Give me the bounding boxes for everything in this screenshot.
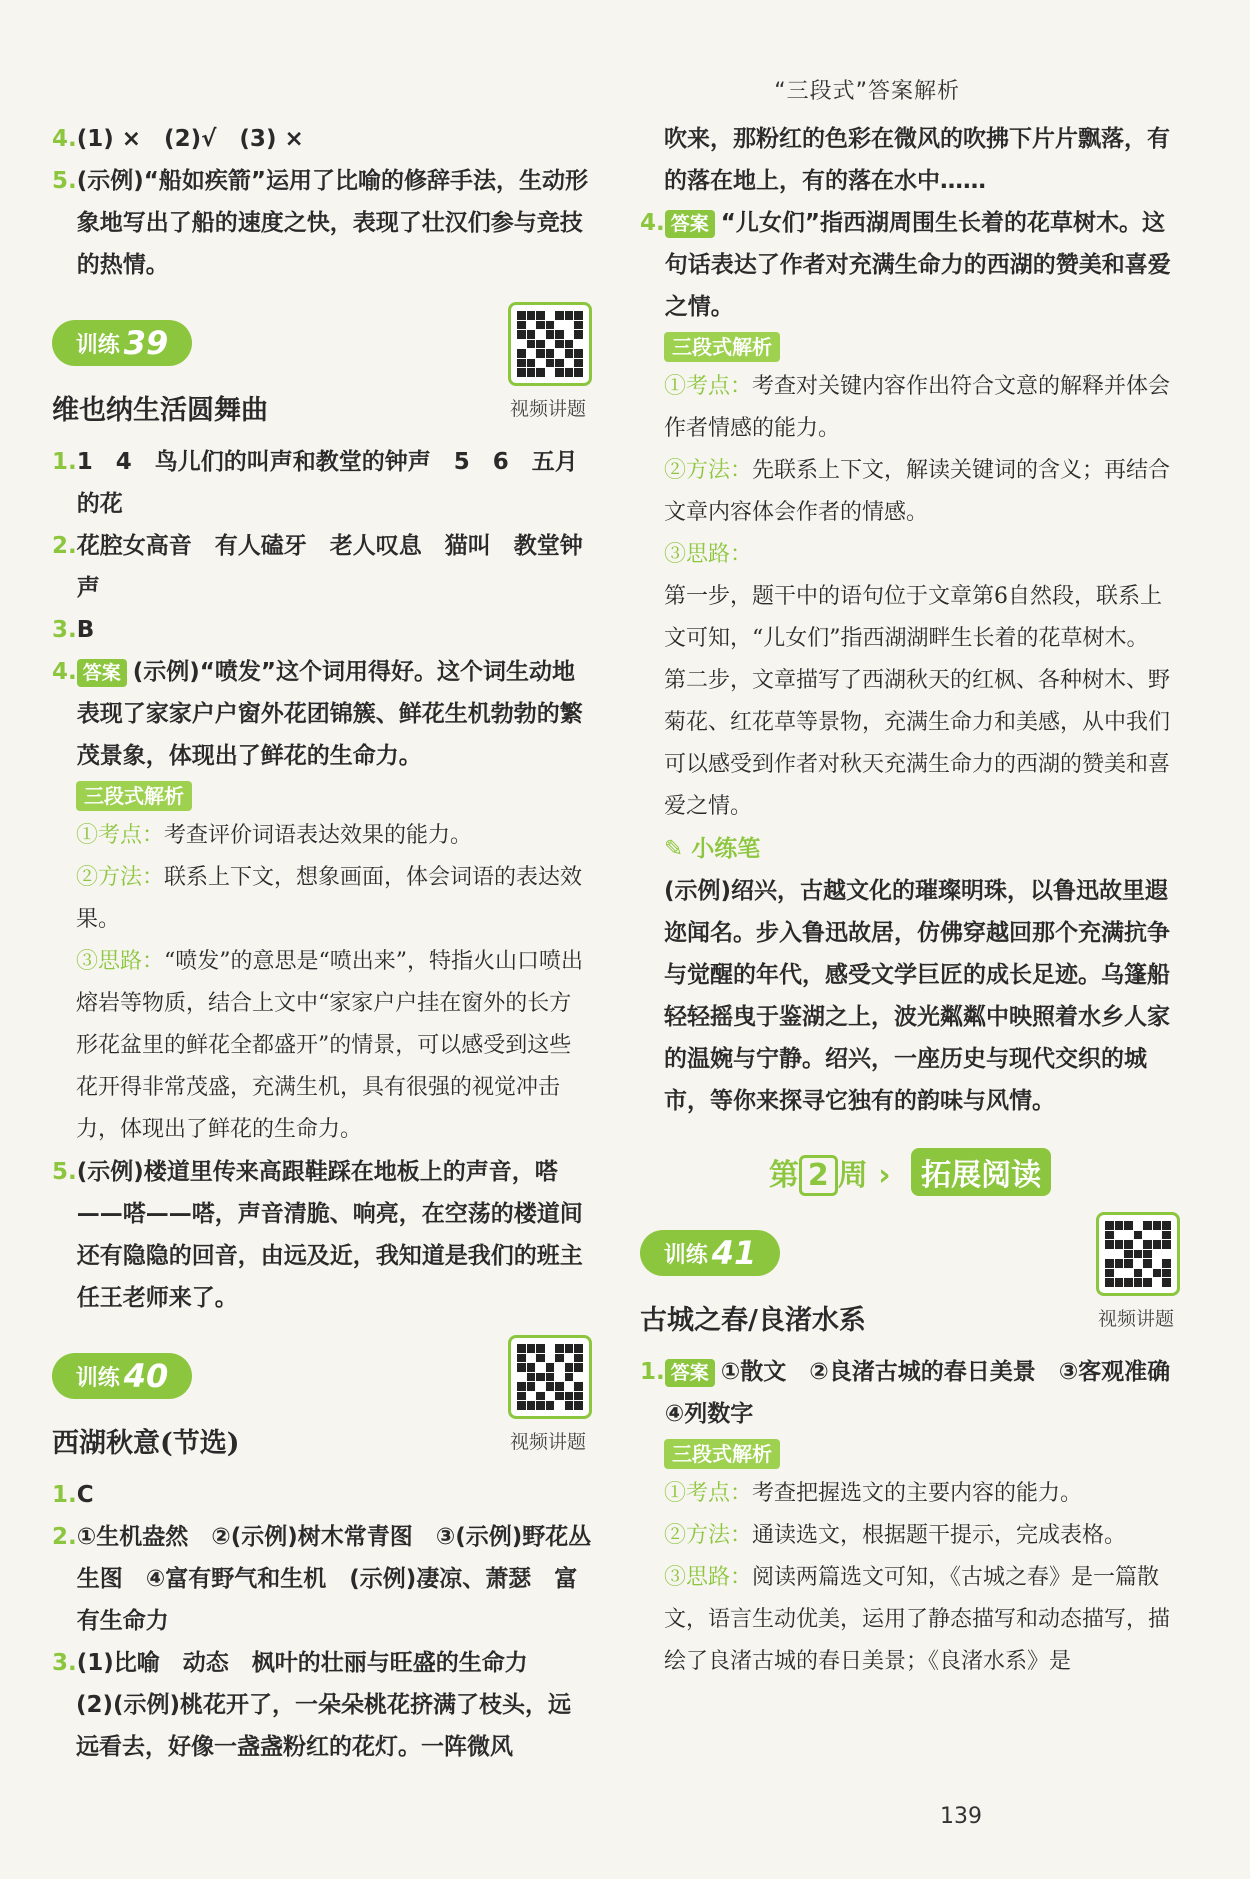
qr-caption: 视频讲题: [509, 1431, 586, 1453]
item-number: 5.: [52, 168, 77, 194]
item-text: (示例)“船如疾箭”运用了比喻的修辞手法，生动形象地写出了船的速度之快，表现了壮汉们参与竞技的热情。: [76, 168, 589, 278]
answer-item: 3. B: [52, 617, 95, 643]
qr-caption: 视频讲题: [509, 398, 586, 420]
answer-item: 1. 答案 ①散文 ②良渚古城的春日美景 ③客观准确 ④列数字: [640, 1359, 1194, 1427]
page-number: 139: [940, 1804, 982, 1829]
section-title: 古城之春/良渚水系: [640, 1305, 866, 1336]
analysis-tag: 三段式解析: [76, 781, 192, 811]
analysis-block: ①考点：考查评价词语表达效果的能力。 ②方法：联系上下文，想象画面，体会词语的表达效果。 ③思路：“喷发”的意思是“喷出来”，特指火山口喷出熔岩等物质，结合上文中“家家户户挂在窗外的长方形花盆里的鲜花全都盛开”的情景，可以感受到这些花开得非常茂盛，充满生机，具有很强的视觉冲击力，体现出了鲜花的生命力。: [76, 823, 584, 1142]
answer-item: 1. C: [52, 1482, 94, 1508]
answer-item: 2. ①生机盎然 ②(示例)树木常青图 ③(示例)野花丛生图 ④富有野气和生机 (示例)凄凉、萧瑟 富有生命力: [52, 1524, 592, 1634]
practice-text: (示例)绍兴，古越文化的璀璨明珠，以鲁迅故里遐迩闻名。步入鲁迅故居，仿佛穿越回那个充满抗争与觉醒的年代，感受文学巨匠的成长足迹。乌篷船轻轻摇曳于鉴湖之上，波光粼粼中映照着水乡人家的温婉与宁静。绍兴，一座历史与现代交织的城市，等你来探寻它独有的韵味与风情。: [664, 878, 1170, 1114]
answer-item: 3. (1)比喻 动态 枫叶的壮丽与旺盛的生命力: [52, 1650, 528, 1676]
answer-item: 1. 1 4 鸟儿们的叫声和教堂的钟声 5 6 五月的花: [52, 449, 578, 517]
answer-item: [52, 118, 592, 160]
answer-item: 4. 答案 “儿女们”指西湖周围生长着的花草树木。这句话表达了作者对充满生命力的西湖的赞美和喜爱之情。: [640, 210, 1171, 320]
analysis-tag: 三段式解析: [664, 332, 780, 362]
answer-item: (2)(示例)桃花开了，一朵朵桃花挤满了枝头，远远看去，好像一盏盏粉红的花灯。一阵微风: [76, 1692, 572, 1760]
qr-code-icon[interactable]: [508, 1335, 592, 1419]
section-title: 维也纳生活圆舞曲: [52, 395, 268, 426]
item-number: 4.: [52, 126, 77, 152]
answer-tag: 答案: [77, 659, 127, 687]
continued-text: 吹来，那粉红的色彩在微风的吹拂下片片飘落，有的落在地上，有的落在水中……: [664, 126, 1170, 194]
exercise-badge: 训练 40: [52, 1353, 192, 1399]
answer-item: 5. (示例)楼道里传来高跟鞋踩在地板上的声音，嗒——嗒——嗒，声音清脆、响亮，在空荡的楼道间还有隐隐的回音，由远及近，我知道是我们的班主任王老师来了。: [52, 1159, 583, 1311]
analysis-block: ①考点：考查对关键内容作出符合文意的解释并体会作者情感的能力。 ②方法：先联系上下文，解读关键词的含义；再结合文章内容体会作者的情感。 ③思路： 第一步，题干中的语句位于文章第6自然段，联系上文可知，“儿女们”指西湖湖畔生长着的花草树木。 第二步，文章描写了西湖秋天的红枫、各种树木、野菊花、红花草等景物，充满生命力和美感，从中我们可以感受到作者对秋天充满生命力的西湖的赞美和喜爱之情。: [664, 374, 1171, 819]
left-column: [52, 118, 592, 1768]
answer-tag: 答案: [665, 210, 715, 238]
qr-code-icon[interactable]: [508, 302, 592, 386]
answer-tag: 答案: [665, 1359, 715, 1387]
header-title: “三段式”答案解析: [774, 79, 960, 104]
item-text: (1) × (2)√ (3) ×: [76, 126, 304, 152]
answer-item: 2. 花腔女高音 有人磕牙 老人叹息 猫叫 教堂钟声: [52, 533, 583, 601]
chevron-right-icon: ›: [878, 1158, 891, 1193]
section-title: 西湖秋意(节选): [52, 1428, 240, 1459]
qr-caption: 视频讲题: [1097, 1308, 1174, 1330]
exercise-badge: 训练 41: [640, 1230, 780, 1276]
qr-code-icon[interactable]: [1096, 1212, 1180, 1296]
answer-item: 4. 答案 (示例)“喷发”这个词用得好。这个词生动地表现了家家户户窗外花团锦簇、鲜花生机勃勃的繁茂景象，体现出了鲜花的生命力。: [52, 659, 583, 769]
answer-item: [52, 160, 592, 286]
week-banner: 第 2 周 › 拓展阅读: [640, 1148, 1180, 1196]
practice-label: ✎ 小练笔: [664, 836, 761, 862]
right-column: [640, 118, 1194, 1683]
analysis-tag: 三段式解析: [664, 1439, 780, 1469]
analysis-block: ①考点：考查把握选文的主要内容的能力。 ②方法：通读选文，根据题干提示，完成表格。 ③思路：阅读两篇选文可知，《古城之春》是一篇散文，语言生动优美，运用了静态描写和动态描写，描绘了良渚古城的春日美景；《良渚水系》是: [664, 1481, 1171, 1674]
exercise-badge: 训练 39: [52, 320, 192, 366]
